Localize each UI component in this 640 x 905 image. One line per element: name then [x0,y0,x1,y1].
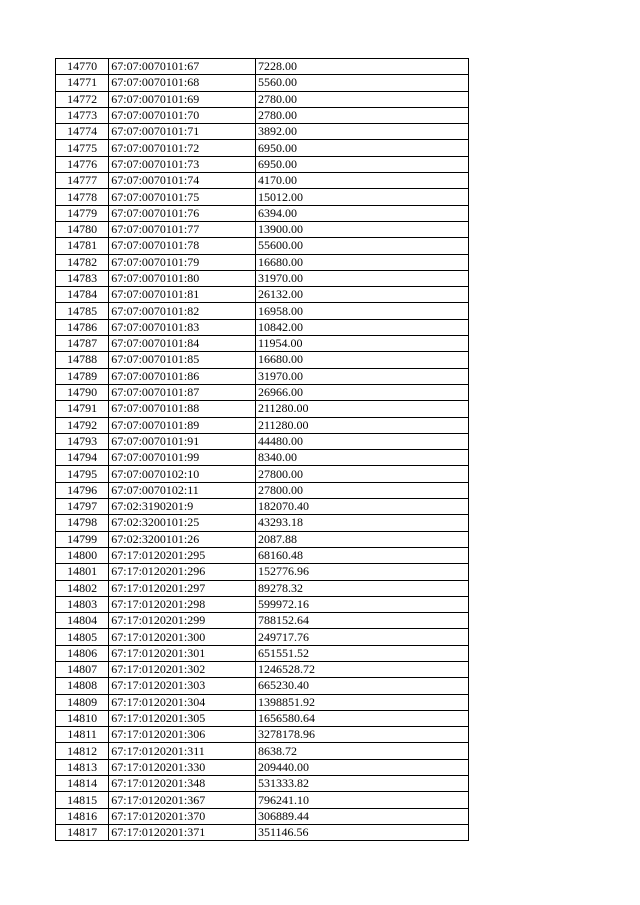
cadastral-value-cell: 16680.00 [255,352,468,368]
cadastral-number-cell: 67:02:3190201:9 [109,499,256,515]
row-number-cell: 14814 [56,776,109,792]
cadastral-value-cell: 3892.00 [255,124,468,140]
table-row [56,613,469,629]
cadastral-number-cell: 67:07:0070101:70 [109,107,256,123]
row-number-cell: 14800 [56,547,109,563]
row-number-cell: 14777 [56,173,109,189]
row-number-cell: 14784 [56,287,109,303]
table-row [56,91,469,107]
cadastral-number-cell: 67:07:0070101:73 [109,156,256,172]
cadastral-value-cell: 15012.00 [255,189,468,205]
row-number-cell: 14813 [56,759,109,775]
table-row [56,319,469,335]
row-number-cell: 14801 [56,564,109,580]
cadastral-value-cell: 26132.00 [255,287,468,303]
table-row [56,107,469,123]
cadastral-value-cell: 306889.44 [255,808,468,824]
cadastral-value-cell: 211280.00 [255,401,468,417]
cadastral-value-cell: 2780.00 [255,107,468,123]
cadastral-number-cell: 67:07:0070101:72 [109,140,256,156]
table-row [56,221,469,237]
cadastral-value-cell: 11954.00 [255,336,468,352]
row-number-cell: 14802 [56,580,109,596]
cadastral-value-cell: 4170.00 [255,173,468,189]
cadastral-number-cell: 67:07:0070101:85 [109,352,256,368]
table-row [56,384,469,400]
cadastral-number-cell: 67:07:0070102:11 [109,482,256,498]
cadastral-number-cell: 67:07:0070101:78 [109,238,256,254]
table-row [56,776,469,792]
cadastral-number-cell: 67:17:0120201:300 [109,629,256,645]
table-row [56,564,469,580]
table-row [56,824,469,840]
table-body [56,59,469,841]
cadastral-value-cell: 13900.00 [255,221,468,237]
cadastral-number-cell: 67:07:0070101:89 [109,417,256,433]
cadastral-number-cell: 67:07:0070101:76 [109,205,256,221]
cadastral-value-cell: 5560.00 [255,75,468,91]
cadastral-value-cell: 55600.00 [255,238,468,254]
cadastral-number-cell: 67:17:0120201:301 [109,645,256,661]
cadastral-number-cell: 67:07:0070101:84 [109,336,256,352]
cadastral-value-cell: 27800.00 [255,466,468,482]
cadastral-number-cell: 67:07:0070101:86 [109,368,256,384]
row-number-cell: 14788 [56,352,109,368]
table-row [56,254,469,270]
row-number-cell: 14781 [56,238,109,254]
cadastral-value-cell: 31970.00 [255,368,468,384]
cadastral-number-cell: 67:17:0120201:330 [109,759,256,775]
cadastral-number-cell: 67:07:0070101:81 [109,287,256,303]
row-number-cell: 14816 [56,808,109,824]
cadastral-value-cell: 89278.32 [255,580,468,596]
table-row [56,303,469,319]
table-row [56,189,469,205]
row-number-cell: 14807 [56,661,109,677]
table-row [56,287,469,303]
table-row [56,710,469,726]
cadastral-number-cell: 67:07:0070102:10 [109,466,256,482]
cadastral-number-cell: 67:07:0070101:75 [109,189,256,205]
row-number-cell: 14815 [56,792,109,808]
row-number-cell: 14799 [56,531,109,547]
table-row [56,547,469,563]
row-number-cell: 14798 [56,515,109,531]
cadastral-value-cell: 651551.52 [255,645,468,661]
cadastral-value-cell: 10842.00 [255,319,468,335]
table-row [56,352,469,368]
row-number-cell: 14793 [56,433,109,449]
cadastral-number-cell: 67:07:0070101:69 [109,91,256,107]
cadastral-number-cell: 67:17:0120201:305 [109,710,256,726]
cadastral-value-cell: 209440.00 [255,759,468,775]
row-number-cell: 14789 [56,368,109,384]
row-number-cell: 14782 [56,254,109,270]
table-row [56,661,469,677]
table-row [56,515,469,531]
cadastral-value-cell: 249717.76 [255,629,468,645]
cadastral-number-cell: 67:17:0120201:311 [109,743,256,759]
table-row [56,140,469,156]
cadastral-number-cell: 67:17:0120201:297 [109,580,256,596]
cadastral-number-cell: 67:17:0120201:298 [109,596,256,612]
cadastral-value-cell: 1656580.64 [255,710,468,726]
cadastral-value-cell: 182070.40 [255,499,468,515]
cadastral-number-cell: 67:02:3200101:26 [109,531,256,547]
row-number-cell: 14775 [56,140,109,156]
row-number-cell: 14780 [56,221,109,237]
cadastral-value-cell: 796241.10 [255,792,468,808]
cadastral-number-cell: 67:07:0070101:77 [109,221,256,237]
row-number-cell: 14783 [56,270,109,286]
row-number-cell: 14806 [56,645,109,661]
cadastral-number-cell: 67:17:0120201:371 [109,824,256,840]
table-row [56,450,469,466]
row-number-cell: 14779 [56,205,109,221]
table-row [56,482,469,498]
cadastral-value-cell: 68160.48 [255,547,468,563]
cadastral-value-cell: 31970.00 [255,270,468,286]
cadastral-number-cell: 67:17:0120201:296 [109,564,256,580]
table-row [56,808,469,824]
cadastral-value-cell: 3278178.96 [255,727,468,743]
cadastral-number-cell: 67:17:0120201:306 [109,727,256,743]
table-row [56,401,469,417]
table-row [56,205,469,221]
row-number-cell: 14772 [56,91,109,107]
table-row [56,629,469,645]
table-row [56,531,469,547]
row-number-cell: 14791 [56,401,109,417]
cadastral-value-cell: 43293.18 [255,515,468,531]
table-row [56,75,469,91]
cadastral-number-cell: 67:17:0120201:299 [109,613,256,629]
row-number-cell: 14774 [56,124,109,140]
cadastral-value-cell: 788152.64 [255,613,468,629]
cadastral-value-cell: 6950.00 [255,140,468,156]
cadastral-value-cell: 1246528.72 [255,661,468,677]
cadastral-value-cell: 26966.00 [255,384,468,400]
table-row [56,368,469,384]
row-number-cell: 14794 [56,450,109,466]
row-number-cell: 14771 [56,75,109,91]
cadastral-value-cell: 6394.00 [255,205,468,221]
row-number-cell: 14770 [56,59,109,75]
table-row [56,499,469,515]
row-number-cell: 14786 [56,319,109,335]
row-number-cell: 14812 [56,743,109,759]
table-row [56,238,469,254]
cadastral-number-cell: 67:17:0120201:304 [109,694,256,710]
table-row [56,336,469,352]
row-number-cell: 14797 [56,499,109,515]
row-number-cell: 14776 [56,156,109,172]
row-number-cell: 14817 [56,824,109,840]
cadastral-value-cell: 351146.56 [255,824,468,840]
cadastral-number-cell: 67:07:0070101:67 [109,59,256,75]
cadastral-value-cell: 665230.40 [255,678,468,694]
table-row [56,59,469,75]
table-row [56,124,469,140]
cadastral-value-table [55,58,469,841]
cadastral-value-cell: 599972.16 [255,596,468,612]
row-number-cell: 14785 [56,303,109,319]
row-number-cell: 14811 [56,727,109,743]
table-row [56,156,469,172]
row-number-cell: 14796 [56,482,109,498]
row-number-cell: 14808 [56,678,109,694]
row-number-cell: 14809 [56,694,109,710]
table-row [56,678,469,694]
cadastral-number-cell: 67:07:0070101:91 [109,433,256,449]
cadastral-number-cell: 67:07:0070101:87 [109,384,256,400]
cadastral-number-cell: 67:07:0070101:79 [109,254,256,270]
cadastral-value-cell: 16958.00 [255,303,468,319]
row-number-cell: 14778 [56,189,109,205]
cadastral-number-cell: 67:07:0070101:80 [109,270,256,286]
table-row [56,645,469,661]
cadastral-number-cell: 67:07:0070101:88 [109,401,256,417]
cadastral-value-cell: 211280.00 [255,417,468,433]
row-number-cell: 14804 [56,613,109,629]
cadastral-number-cell: 67:07:0070101:74 [109,173,256,189]
table-row [56,173,469,189]
cadastral-value-cell: 27800.00 [255,482,468,498]
table-row [56,759,469,775]
cadastral-number-cell: 67:17:0120201:295 [109,547,256,563]
table-row [56,743,469,759]
cadastral-value-cell: 6950.00 [255,156,468,172]
table-row [56,417,469,433]
table-row [56,596,469,612]
cadastral-value-cell: 16680.00 [255,254,468,270]
cadastral-number-cell: 67:07:0070101:71 [109,124,256,140]
row-number-cell: 14790 [56,384,109,400]
row-number-cell: 14773 [56,107,109,123]
table-row [56,580,469,596]
cadastral-value-cell: 8340.00 [255,450,468,466]
cadastral-number-cell: 67:07:0070101:68 [109,75,256,91]
cadastral-value-cell: 152776.96 [255,564,468,580]
cadastral-number-cell: 67:17:0120201:303 [109,678,256,694]
table-row [56,792,469,808]
row-number-cell: 14803 [56,596,109,612]
cadastral-value-cell: 8638.72 [255,743,468,759]
table-row [56,466,469,482]
row-number-cell: 14792 [56,417,109,433]
row-number-cell: 14795 [56,466,109,482]
cadastral-number-cell: 67:17:0120201:367 [109,792,256,808]
cadastral-number-cell: 67:07:0070101:83 [109,319,256,335]
cadastral-number-cell: 67:17:0120201:348 [109,776,256,792]
cadastral-number-cell: 67:07:0070101:82 [109,303,256,319]
cadastral-value-cell: 1398851.92 [255,694,468,710]
cadastral-value-cell: 44480.00 [255,433,468,449]
cadastral-value-cell: 2780.00 [255,91,468,107]
row-number-cell: 14805 [56,629,109,645]
cadastral-number-cell: 67:02:3200101:25 [109,515,256,531]
table-row [56,270,469,286]
table-row [56,694,469,710]
cadastral-number-cell: 67:17:0120201:370 [109,808,256,824]
cadastral-value-cell: 7228.00 [255,59,468,75]
cadastral-number-cell: 67:07:0070101:99 [109,450,256,466]
row-number-cell: 14810 [56,710,109,726]
cadastral-number-cell: 67:17:0120201:302 [109,661,256,677]
table-row [56,727,469,743]
cadastral-value-cell: 2087.88 [255,531,468,547]
row-number-cell: 14787 [56,336,109,352]
cadastral-value-cell: 531333.82 [255,776,468,792]
table-row [56,433,469,449]
